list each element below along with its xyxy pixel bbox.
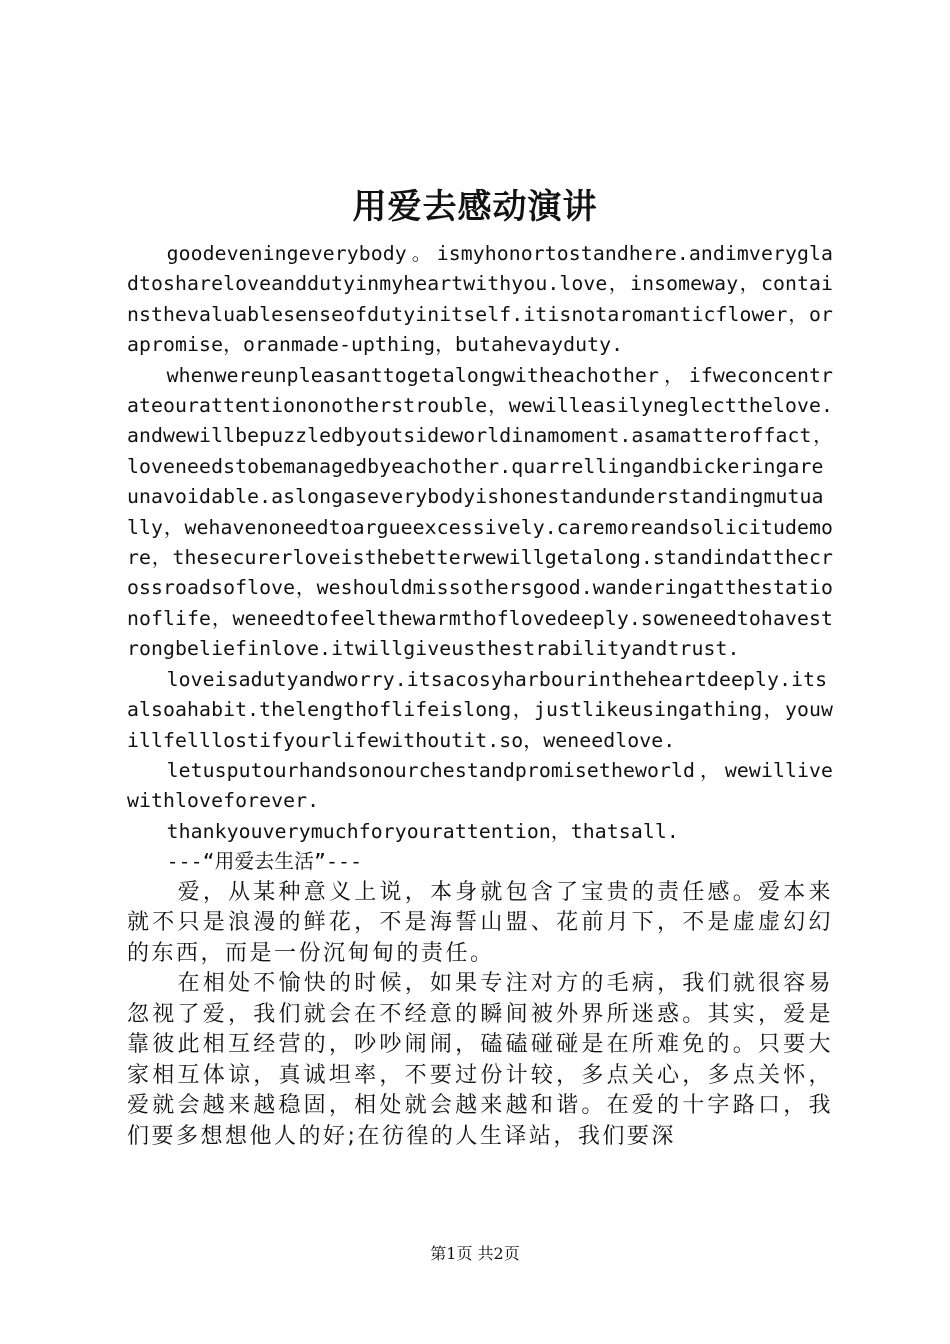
paragraph-en-1: goodeveningeverybody。ismyhonortostandhere.andimverygladtoshareloveanddutyinmyheartwithyou.love，insomeway，containsthevaluablesenseofdutyinitself.itisnotaromanticflower，orapromise，oranmade-upthing，butahevayduty. (127, 242, 833, 357)
paragraph-cn-1: 爱，从某种意义上说，本身就包含了宝贵的责任感。爱本来就不只是浪漫的鲜花，不是海誓山盟、花前月下，不是虚虚幻幻的东西，而是一份沉甸甸的责任。 (127, 879, 833, 966)
page-footer (0, 1243, 950, 1265)
paragraph-en-5: thankyouverymuchforyourattention，thatsall. (166, 819, 679, 843)
section-divider-heading: ---“用爱去生活”--- (166, 850, 363, 874)
paragraph-en-2: whenwereunpleasanttogetalongwitheachother，ifweconcentrateourattentiononotherstrouble，wewilleasilyneglectthelove.andwewillbepuzzledbyoutsideworldinamoment.asamatteroffact，loveneedstobemanagedbyeachother.quarrellingandbickeringareunavoidable.aslongaseverybodyishonestandunderstandingmutually，wehavenoneedtoargueexcessively.caremoreandsolicitudemore，thesecurerloveisthebetterwewillgetalong.standindatthecrossroadsoflove，weshouldmissothersgood.wanderingatthestationoflife，weneedtofeelthewarmthoflovedeeply.soweneedtohavestrongbeliefinlove.itwillgiveusthestrabilityandtrust. (127, 363, 833, 661)
paragraph-cn-2: 在相处不愉快的时候，如果专注对方的毛病，我们就很容易忽视了爱，我们就会在不经意的瞬间被外界所迷惑。其实，爱是靠彼此相互经营的，吵吵闹闹，磕磕碰碰是在所难免的。只要大家相互体谅，真诚坦率，不要过份计较，多点关心，多点关怀，爱就会越来越稳固，相处就会越来越和谐。在爱的十字路口，我们要多想想他人的好;在彷徨的人生译站，我们要深 (127, 971, 833, 1149)
paragraph-en-4: letusputourhandsonourchestandpromisetheworld，wewillivewithloveforever. (127, 758, 833, 813)
paragraph-en-3: loveisadutyandworry.itsacosyharbourintheheartdeeply.itsalsoahabit.thelengthoflifeislong，justlikeusingathing，youwillfelllostifyourlifewithoutit.so，weneedlove. (127, 667, 833, 752)
document-body (127, 239, 833, 1152)
page-total: 共2页 (477, 1244, 520, 1263)
page-number: 第1页 (430, 1244, 473, 1263)
document-title: 用爱去感动演讲 (352, 187, 598, 227)
